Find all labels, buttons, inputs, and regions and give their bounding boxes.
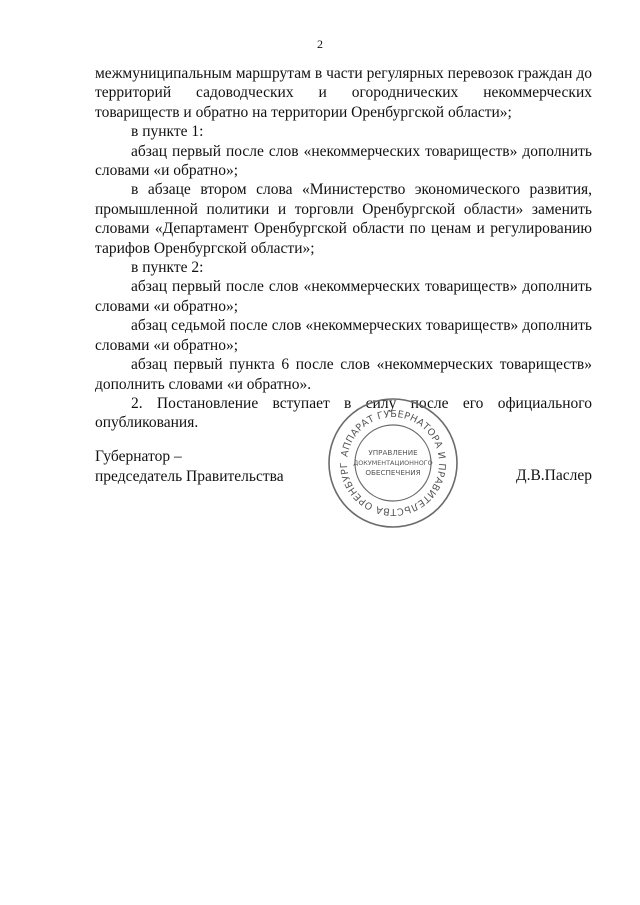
page-number: 2	[317, 37, 323, 51]
signatory-position	[95, 447, 284, 486]
official-stamp	[327, 397, 459, 529]
stamp-center-line-2: ДОКУМЕНТАЦИОННОГО	[353, 459, 433, 467]
paragraph-item-6-first: абзац первый пункта 6 после слов «некоммерческих товариществ» дополнить словами «и обратно».	[95, 356, 592, 393]
stamp-center-line-1: УПРАВЛЕНИЕ	[368, 448, 418, 457]
signatory-name: Д.В.Паслер	[516, 467, 592, 484]
stamp-graphic	[327, 397, 459, 529]
stamp-ring-text: АППАРАТ ГУБЕРНАТОРА И ПРАВИТЕЛЬСТВА ОРЕНБУРГ	[338, 408, 448, 518]
paragraph-item-1-first: абзац первый после слов «некоммерческих товариществ» дополнить словами «и обратно»;	[95, 142, 592, 180]
signatory-position-line-2: председатель Правительства	[95, 467, 284, 485]
paragraph-item-1-second: в абзаце втором слова «Министерство экономического развития, промышленной политики и торговли Оренбургской области» заменить словами «Департамент Оренбургской области по ценам и регулированию тарифов Оренбургской области»;	[95, 181, 592, 257]
paragraph-continuation: межмуниципальным маршрутам в части регулярных перевозок граждан до территорий садоводческих и огороднических некоммерческих товариществ и обратно на территории Оренбургской области»;	[95, 65, 592, 121]
paragraph-item-2-first: абзац первый после слов «некоммерческих товариществ» дополнить словами «и обратно»;	[95, 278, 592, 315]
signatory-position-line-1: Губернатор –	[95, 448, 182, 465]
paragraph-item-2-heading: в пункте 2:	[131, 259, 204, 277]
paragraph-entry-into-force: 2. Постановление вступает в силу после его официального опубликования.	[95, 394, 592, 432]
document-body	[95, 64, 592, 433]
paragraph-item-1-heading: в пункте 1:	[131, 123, 204, 141]
stamp-center-line-3: ОБЕСПЕЧЕНИЯ	[365, 468, 421, 477]
paragraph-item-2-seventh: абзац седьмой после слов «некоммерческих товариществ» дополнить словами «и обратно»;	[95, 317, 592, 354]
